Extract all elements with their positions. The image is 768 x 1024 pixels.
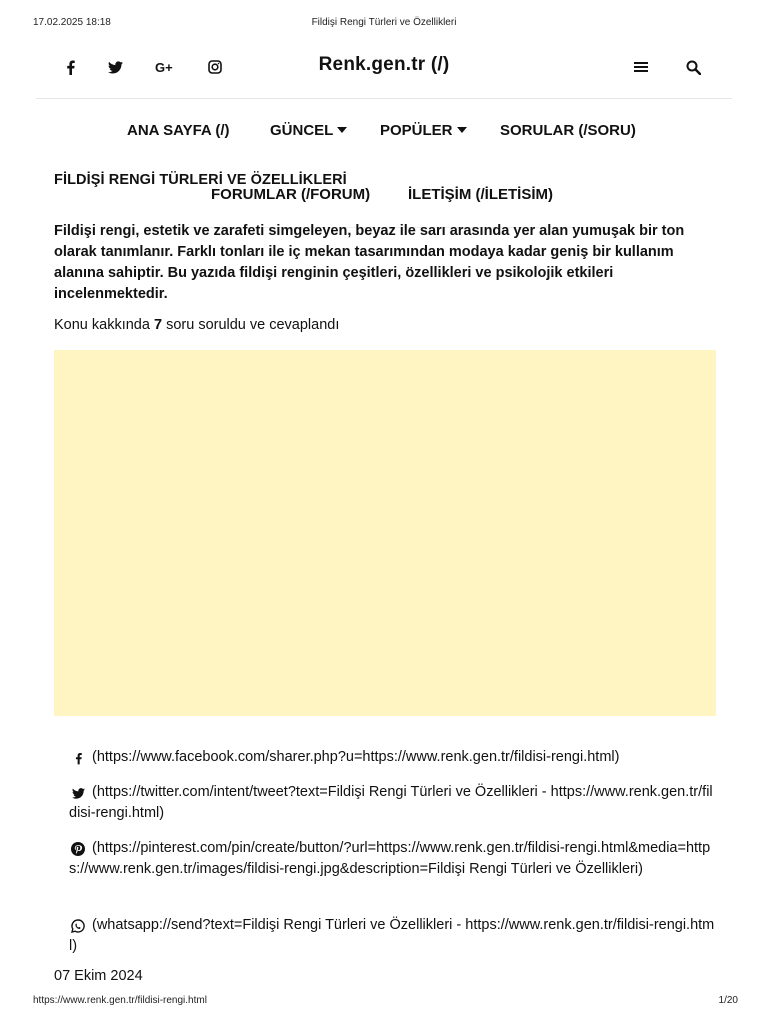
- share-pinterest-link[interactable]: (https://pinterest.com/pin/create/button/?url=https://www.renk.gen.tr/fildisi-rengi.html&media=https://www.renk.gen.tr/images/fildisi-rengi.jpg&description=Fildişi Rengi Türleri ve Özellikleri): [69, 840, 711, 877]
- article-intro: Fildişi rengi, estetik ve zarafeti simgeleyen, beyaz ile sarı arasında yer alan yumuşak bir ton olarak tanımlanır. Farklı tonları ile iç mekan tasarımından modaya kadar geniş bir kullanım alanına sahiptir. Bu yazıda fildişi renginin çeşitleri, özellikleri ve psikolojik etkileri incelenmektedir.: [54, 223, 685, 302]
- nav-current-label: GÜNCEL: [270, 122, 334, 139]
- nav-contact[interactable]: İLETİŞİM (/İLETİSİM): [408, 186, 553, 203]
- hero-image: [54, 350, 716, 716]
- nav-current[interactable]: [270, 122, 347, 139]
- menu-icon[interactable]: [632, 58, 650, 76]
- article-title: FİLDİŞİ RENGİ TÜRLERİ VE ÖZELLİKLERİ: [54, 172, 347, 188]
- nav-popular[interactable]: [380, 122, 467, 139]
- caret-down-icon: [337, 127, 347, 133]
- questions-suffix: soru soruldu ve cevaplandı: [166, 317, 340, 333]
- share-pinterest[interactable]: [54, 838, 718, 880]
- print-timestamp: 17.02.2025 18:18: [33, 17, 111, 28]
- questions-info: [54, 317, 339, 333]
- nav-home[interactable]: ANA SAYFA (/): [127, 122, 230, 139]
- svg-text:G+: G+: [155, 60, 173, 74]
- facebook-icon: [70, 750, 86, 766]
- share-facebook-link[interactable]: (https://www.facebook.com/sharer.php?u=https://www.renk.gen.tr/fildisi-rengi.html): [92, 749, 620, 765]
- whatsapp-icon: [70, 918, 86, 934]
- questions-prefix: Konu kakkında: [54, 317, 150, 333]
- nav-popular-label: POPÜLER: [380, 122, 453, 139]
- share-twitter-link[interactable]: (https://twitter.com/intent/tweet?text=Fildişi Rengi Türleri ve Özellikleri - https://www.renk.gen.tr/fildisi-rengi.html): [69, 784, 713, 821]
- site-brand[interactable]: Renk.gen.tr (/): [318, 54, 450, 75]
- print-doc-title: Fildişi Rengi Türleri ve Özellikleri: [311, 17, 457, 28]
- share-twitter[interactable]: [54, 782, 718, 824]
- search-icon[interactable]: [684, 58, 702, 76]
- print-url: https://www.renk.gen.tr/fildisi-rengi.html: [33, 995, 207, 1006]
- questions-count: 7: [153, 317, 163, 333]
- share-facebook[interactable]: [54, 747, 718, 768]
- nav-forums[interactable]: FORUMLAR (/FORUM): [211, 186, 371, 203]
- caret-down-icon: [457, 127, 467, 133]
- nav-questions[interactable]: SORULAR (/SORU): [500, 122, 636, 139]
- pinterest-icon: [70, 841, 86, 857]
- share-whatsapp[interactable]: [54, 915, 718, 957]
- header-divider: [36, 98, 732, 99]
- article-date: 07 Ekim 2024: [54, 968, 143, 984]
- share-whatsapp-link[interactable]: (whatsapp://send?text=Fildişi Rengi Türleri ve Özellikleri - https://www.renk.gen.tr/fildisi-rengi.html): [69, 917, 715, 954]
- print-page-number: 1/20: [718, 995, 738, 1006]
- twitter-icon: [70, 785, 86, 801]
